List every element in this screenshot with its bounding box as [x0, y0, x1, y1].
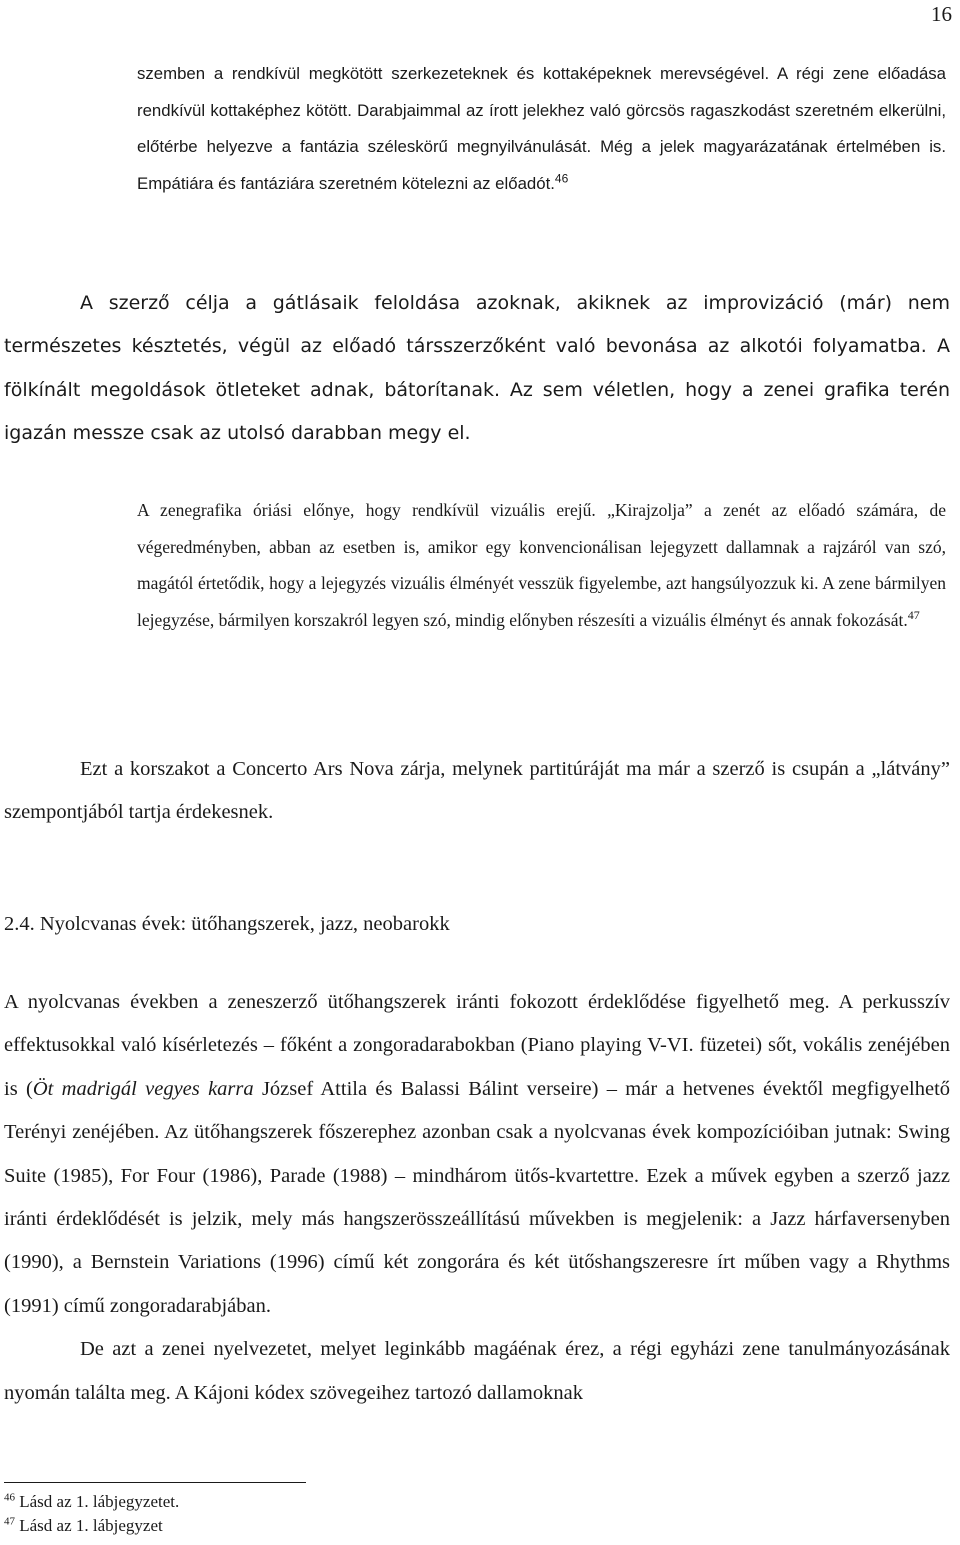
footnote-47 — [4, 1514, 179, 1538]
footnote-text: Lásd az 1. lábjegyzet — [19, 1516, 163, 1535]
work-title-italic: Öt madrigál vegyes karra — [32, 1077, 254, 1100]
footnote-46 — [4, 1490, 179, 1514]
block-quote-2 — [137, 492, 946, 638]
paragraph-1 — [4, 282, 950, 456]
paragraph-2 — [4, 748, 950, 835]
paragraph-2-text: Ezt a korszakot a Concerto Ars Nova zárja, melynek partitúráját ma már a szerző is csupán a „látvány” szempontjából tartja érdekesnek. — [4, 758, 950, 824]
quote-1-text: szemben a rendkívül megkötött szerkezeteknek és kottaképeknek merevségével. A régi zene előadása rendkívül kottaképhez kötött. Darabjaimmal az írott jelekhez való görcsös ragaszkodást szeretném elkerülni, előtérbe helyezve a fantázia széleskörű megnyilvánulását. Még a jelek magyarázatának értelmében is. Empátiára és fantáziára szeretném kötelezni az előadót. — [137, 64, 946, 193]
footnote-number: 46 — [4, 1491, 15, 1504]
footnote-ref-47[interactable]: 47 — [907, 607, 920, 622]
paragraph-3-text-b: József Attila és Balassi Bálint verseire) – már a hetvenes évektől megfigyelhető Terényi zenéjében. Az ütőhangszerek főszerephez azonban csak a nyolcvanas évek kompozícióiban jutnak: Swing Suite (1985), For Four (1986), Parade (1988) – mindhárom ütős-kvartettre. Ezek a művek egyben a szerző jazz iránti érdeklődését is jelzik, mely más hangszerösszeállítású művekben is megjelenik: a Jazz hárfaversenyben (1990), a Bernstein Variations (1996) című két zongorára és két ütőshangszeresre írt műben vagy a Rhythms (1991) című zongoradarabjában. — [4, 1077, 951, 1317]
footnote-ref-46[interactable]: 46 — [554, 170, 569, 185]
paragraph-4-text: De azt a zenei nyelvezetet, melyet leginkább magáénak érez, a régi egyházi zene tanulmányozásának nyomán találta meg. A Kájoni kódex szövegeihez tartozó dallamoknak — [4, 1338, 950, 1404]
paragraph-3 — [4, 981, 950, 1415]
footnote-number: 47 — [4, 1515, 15, 1528]
section-heading: 2.4. Nyolcvanas évek: ütőhangszerek, jazz, neobarokk — [4, 913, 450, 935]
footnote-text: Lásd az 1. lábjegyzetet. — [19, 1492, 180, 1511]
footnotes — [4, 1490, 179, 1538]
paragraph-1-text: A szerző célja a gátlásaik feloldása azoknak, akiknek az improvizáció (már) nem természetes késztetés, végül az előadó társszerzőként való bevonása az alkotói folyamatba. A fölkínált megoldások ötleteket adnak, bátorítanak. Az sem véletlen, hogy a zenei grafika terén igazán messze csak az utolsó darabban megy el. — [4, 292, 950, 445]
footnote-separator — [4, 1482, 306, 1483]
paragraph-3-text-a: A nyolcvanas években a zeneszerző ütőhangszerek iránti fokozott érdeklődése figyelhető meg. A perkusszív effektusokkal való kísérletezés – főként a zongoradarabokban (Piano playing V-VI. füzetei) sőt, vokális zenéjében is ( — [4, 991, 950, 1100]
quote-2-text: A zenegrafika óriási előnye, hogy rendkívül vizuális erejű. „Kirajzolja” a zenét az előadó számára, de végeredményben, abban az esetben is, amikor egy konvencionálisan lejegyzett dallamnak a rajzáról van szó, magától értetődik, hogy a lejegyzés vizuális élményét vesszük figyelembe, azt hangsúlyozzuk ki. A zene bármilyen lejegyzése, bármilyen korszakról legyen szó, mindig előnyben részesíti a vizuális élményt és annak fokozását. — [137, 500, 946, 630]
block-quote-1 — [137, 56, 946, 202]
page-number: 16 — [931, 2, 952, 26]
